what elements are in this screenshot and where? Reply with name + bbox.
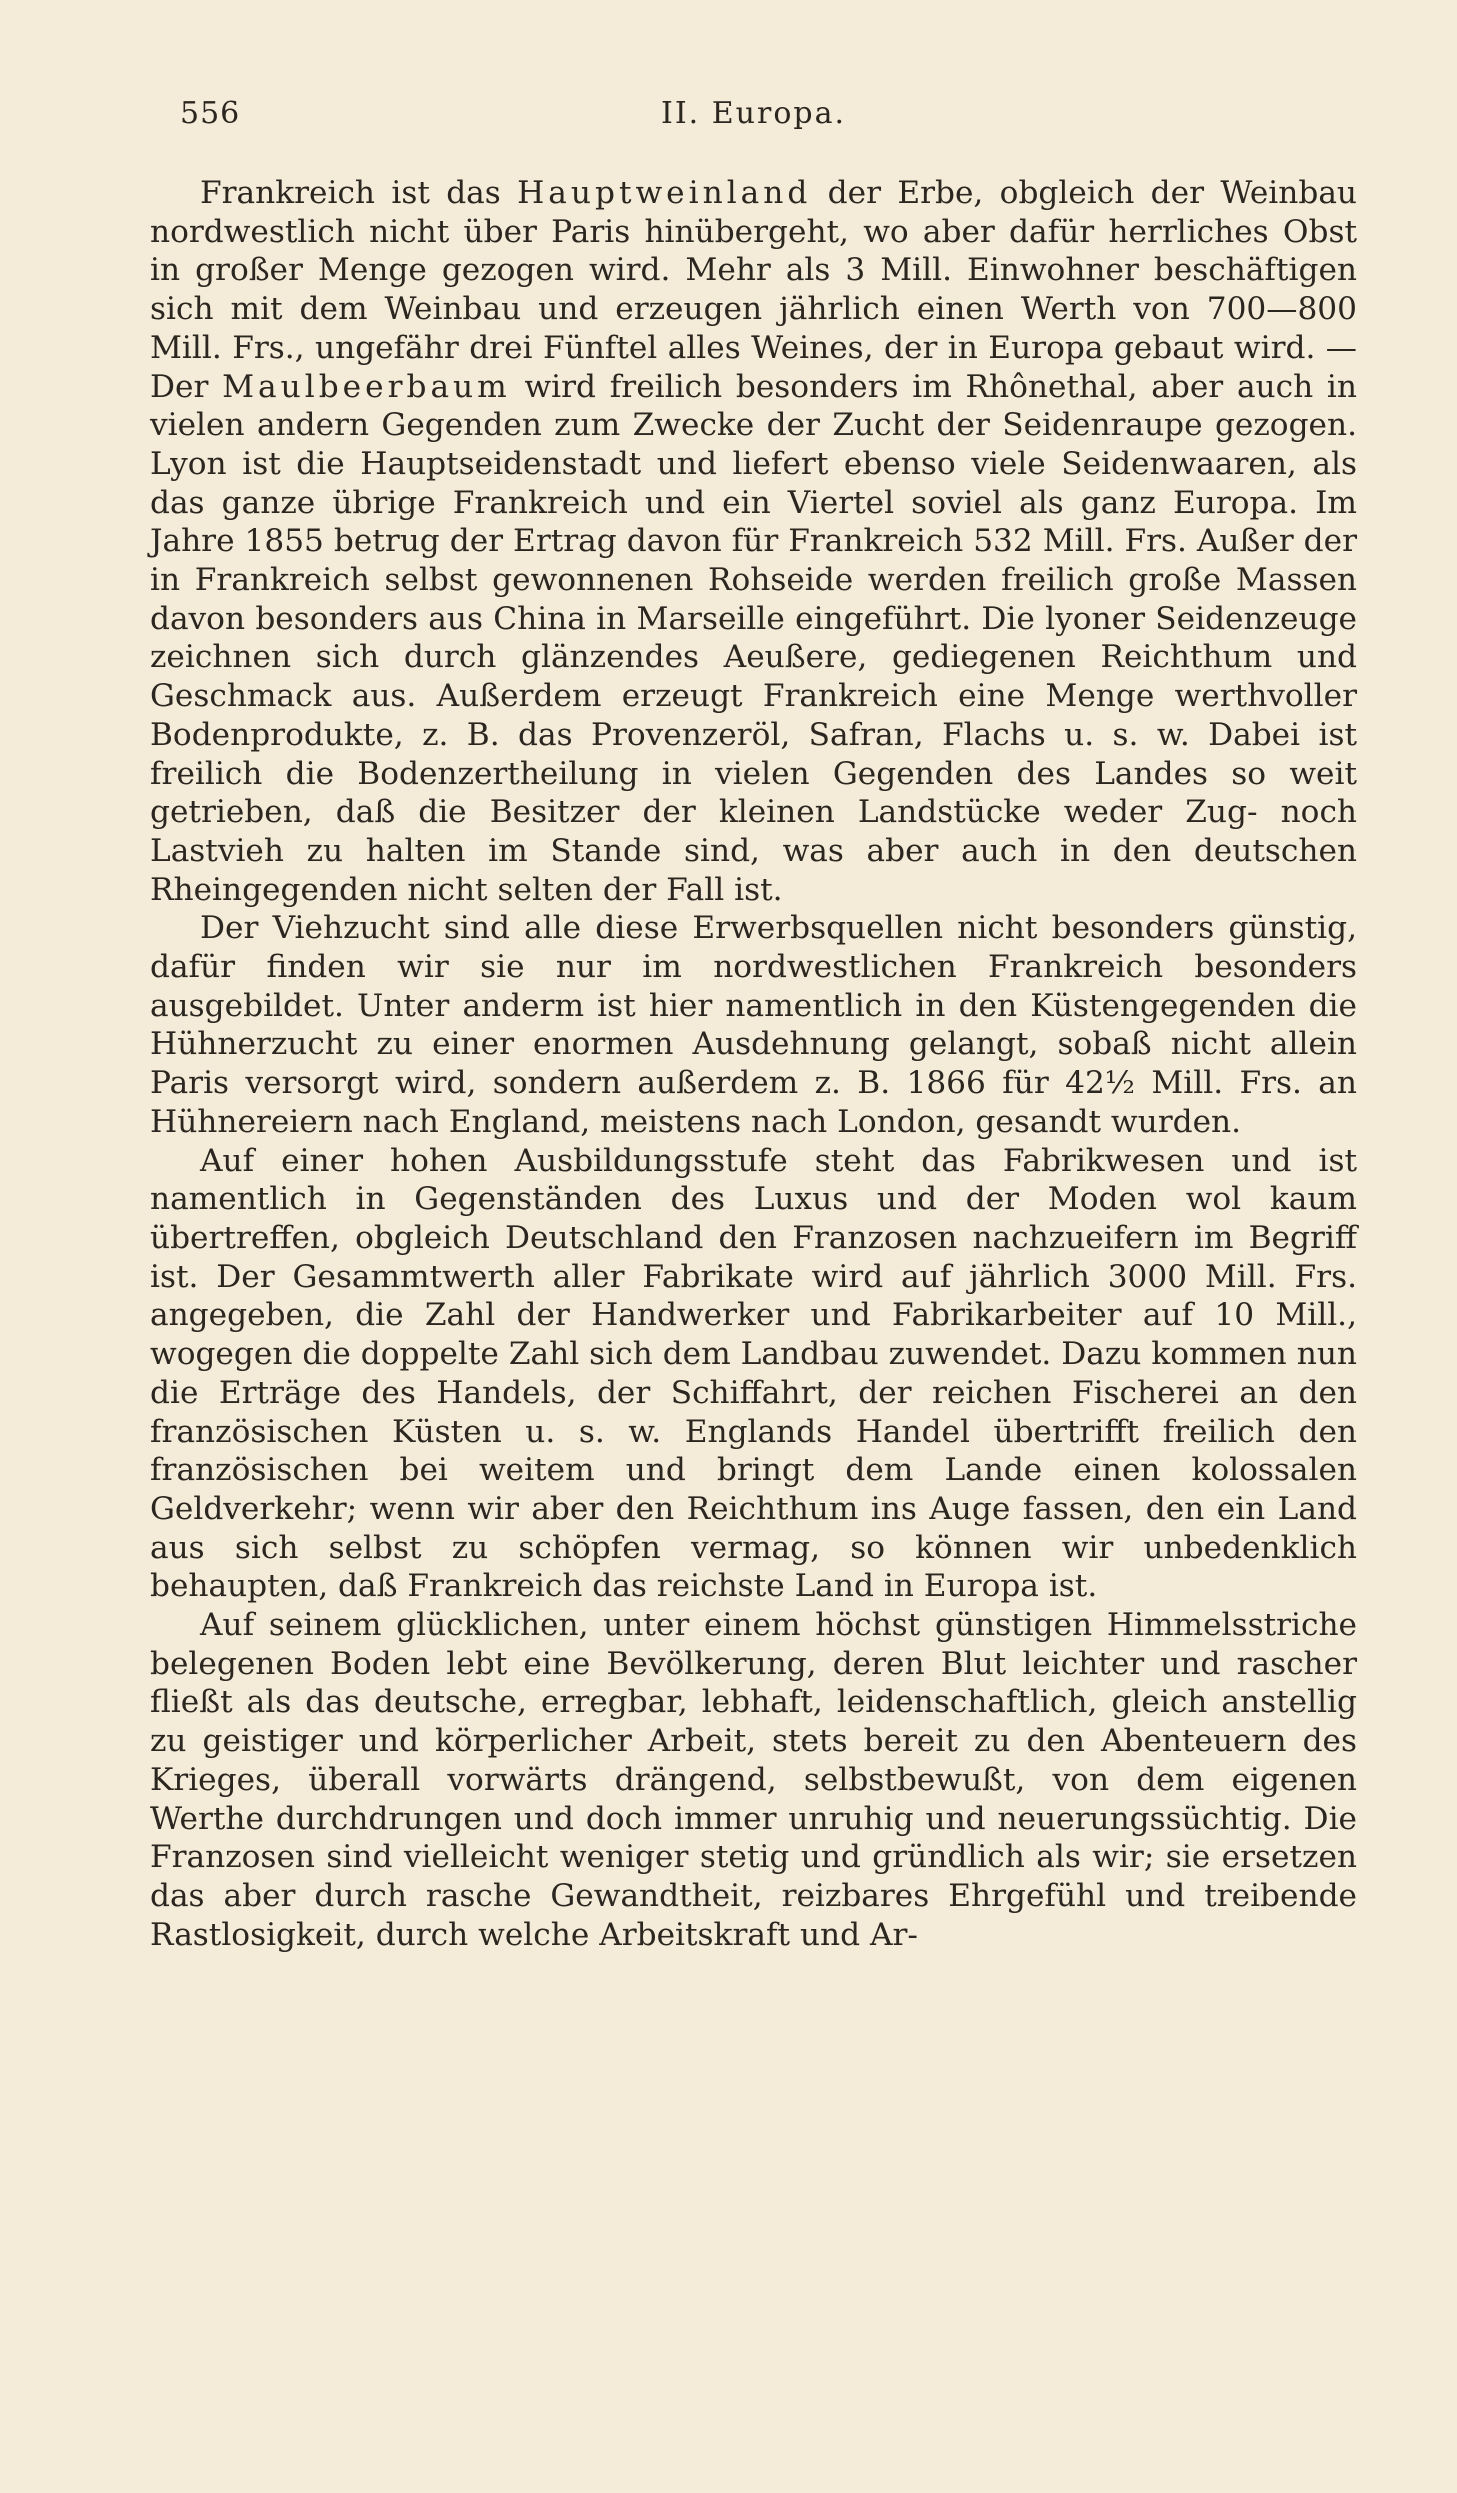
paragraph-4: Auf seinem glücklichen, unter einem höchst günstigen Himmelsstriche belegenen Boden lebt eine Bevölkerung, deren Blut leichter und rascher fließt als das deutsche, erregbar, lebhaft, leidenschaftlich, gleich anstellig zu geistiger und körperlicher Arbeit, stets bereit zu den Abenteuern des Krieges, überall vorwärts drängend, selbstbewußt, von dem eigenen Werthe durchdrungen und doch immer unruhig und neuerungssüchtig. Die Franzosen sind vielleicht weniger stetig und gründlich als wir; sie ersetzen das aber durch rasche Gewandtheit, reizbares Ehrgefühl und treibende Rastlosigkeit, durch welche Arbeitskraft und Ar- (150, 1607, 1357, 1953)
paragraph-1-after2: wird freilich besonders im Rhônethal, aber auch in vielen andern Gegenden zum Zwecke der Zucht der Seidenraupe gezogen. Lyon ist die Hauptseidenstadt und liefert ebenso viele Seidenwaaren, als das ganze übrige Frankreich und ein Viertel soviel als ganz Europa. Im Jahre 1855 betrug der Ertrag davon für Frankreich 532 Mill. Frs. Außer der in Frankreich selbst gewonnenen Rohseide werden freilich große Massen davon besonders aus China in Marseille eingeführt. Die lyoner Seidenzeuge zeichnen sich durch glänzendes Aeußere, gediegenen Reichthum und Geschmack aus. Außerdem erzeugt Frankreich eine Menge werthvoller Bodenprodukte, z. B. das Provenzeröl, Safran, Flachs u. s. w. Dabei ist freilich die Bodenzertheilung in vielen Gegenden des Landes so weit getrieben, daß die Besitzer der kleinen Landstücke weder Zug- noch Lastvieh zu halten im Stande sind, was aber auch in den deutschen Rheingegenden nicht selten der Fall ist. (150, 368, 1357, 908)
paragraph-1 (150, 174, 1357, 909)
page-number: 556 (180, 96, 241, 131)
paragraph-1-after: der Erbe, obgleich der Weinbau nordwestlich nicht über Paris hinübergeht, wo aber dafür herrliches Obst in großer Menge gezogen wird. Mehr als 3 Mill. Einwohner beschäftigen sich mit dem Weinbau und erzeugen jährlich einen Werth von 700—800 Mill. Frs., ungefähr drei Fünftel alles Weines, der in Europa gebaut wird. — Der (150, 175, 1358, 405)
paragraph-2: Der Viehzucht sind alle diese Erwerbsquellen nicht besonders günstig, dafür finden wir sie nur im nordwestlichen Frankreich besonders ausgebildet. Unter anderm ist hier namentlich in den Küstengegenden die Hühnerzucht zu einer enormen Ausdehnung gelangt, sobaß nicht allein Paris versorgt wird, sondern außerdem z. B. 1866 für 42½ Mill. Frs. an Hühnereiern nach England, meistens nach London, gesandt wurden. (150, 910, 1357, 1140)
paragraph-1-before: Frankreich ist das (200, 175, 518, 211)
paragraph-3: Auf einer hohen Ausbildungsstufe steht das Fabrikwesen und ist namentlich in Gegenständen des Luxus und der Moden wol kaum übertreffen, obgleich Deutschland den Franzosen nachzueifern im Begriff ist. Der Gesammtwerth aller Fabrikate wird auf jährlich 3000 Mill. Frs. angegeben, die Zahl der Handwerker und Fabrikarbeiter auf 10 Mill., wogegen die doppelte Zahl sich dem Landbau zuwendet. Dazu kommen nun die Erträge des Handels, der Schiffahrt, der reichen Fischerei an den französischen Küsten u. s. w. Englands Handel übertrifft freilich den französischen bei weitem und bringt dem Lande einen kolossalen Geldverkehr; wenn wir aber den Reichthum ins Auge fassen, den ein Land aus sich selbst zu schöpfen vermag, so können wir unbedenklich behaupten, daß Frankreich das reichste Land in Europa ist. (150, 1142, 1357, 1605)
emphasis-maulbeerbaum: Maulbeerbaum (222, 368, 511, 405)
body-text (150, 174, 1357, 1954)
running-title: II. Europa. (660, 96, 847, 131)
page-header (150, 88, 1357, 148)
emphasis-hauptweinland: Hauptweinland (517, 175, 812, 211)
